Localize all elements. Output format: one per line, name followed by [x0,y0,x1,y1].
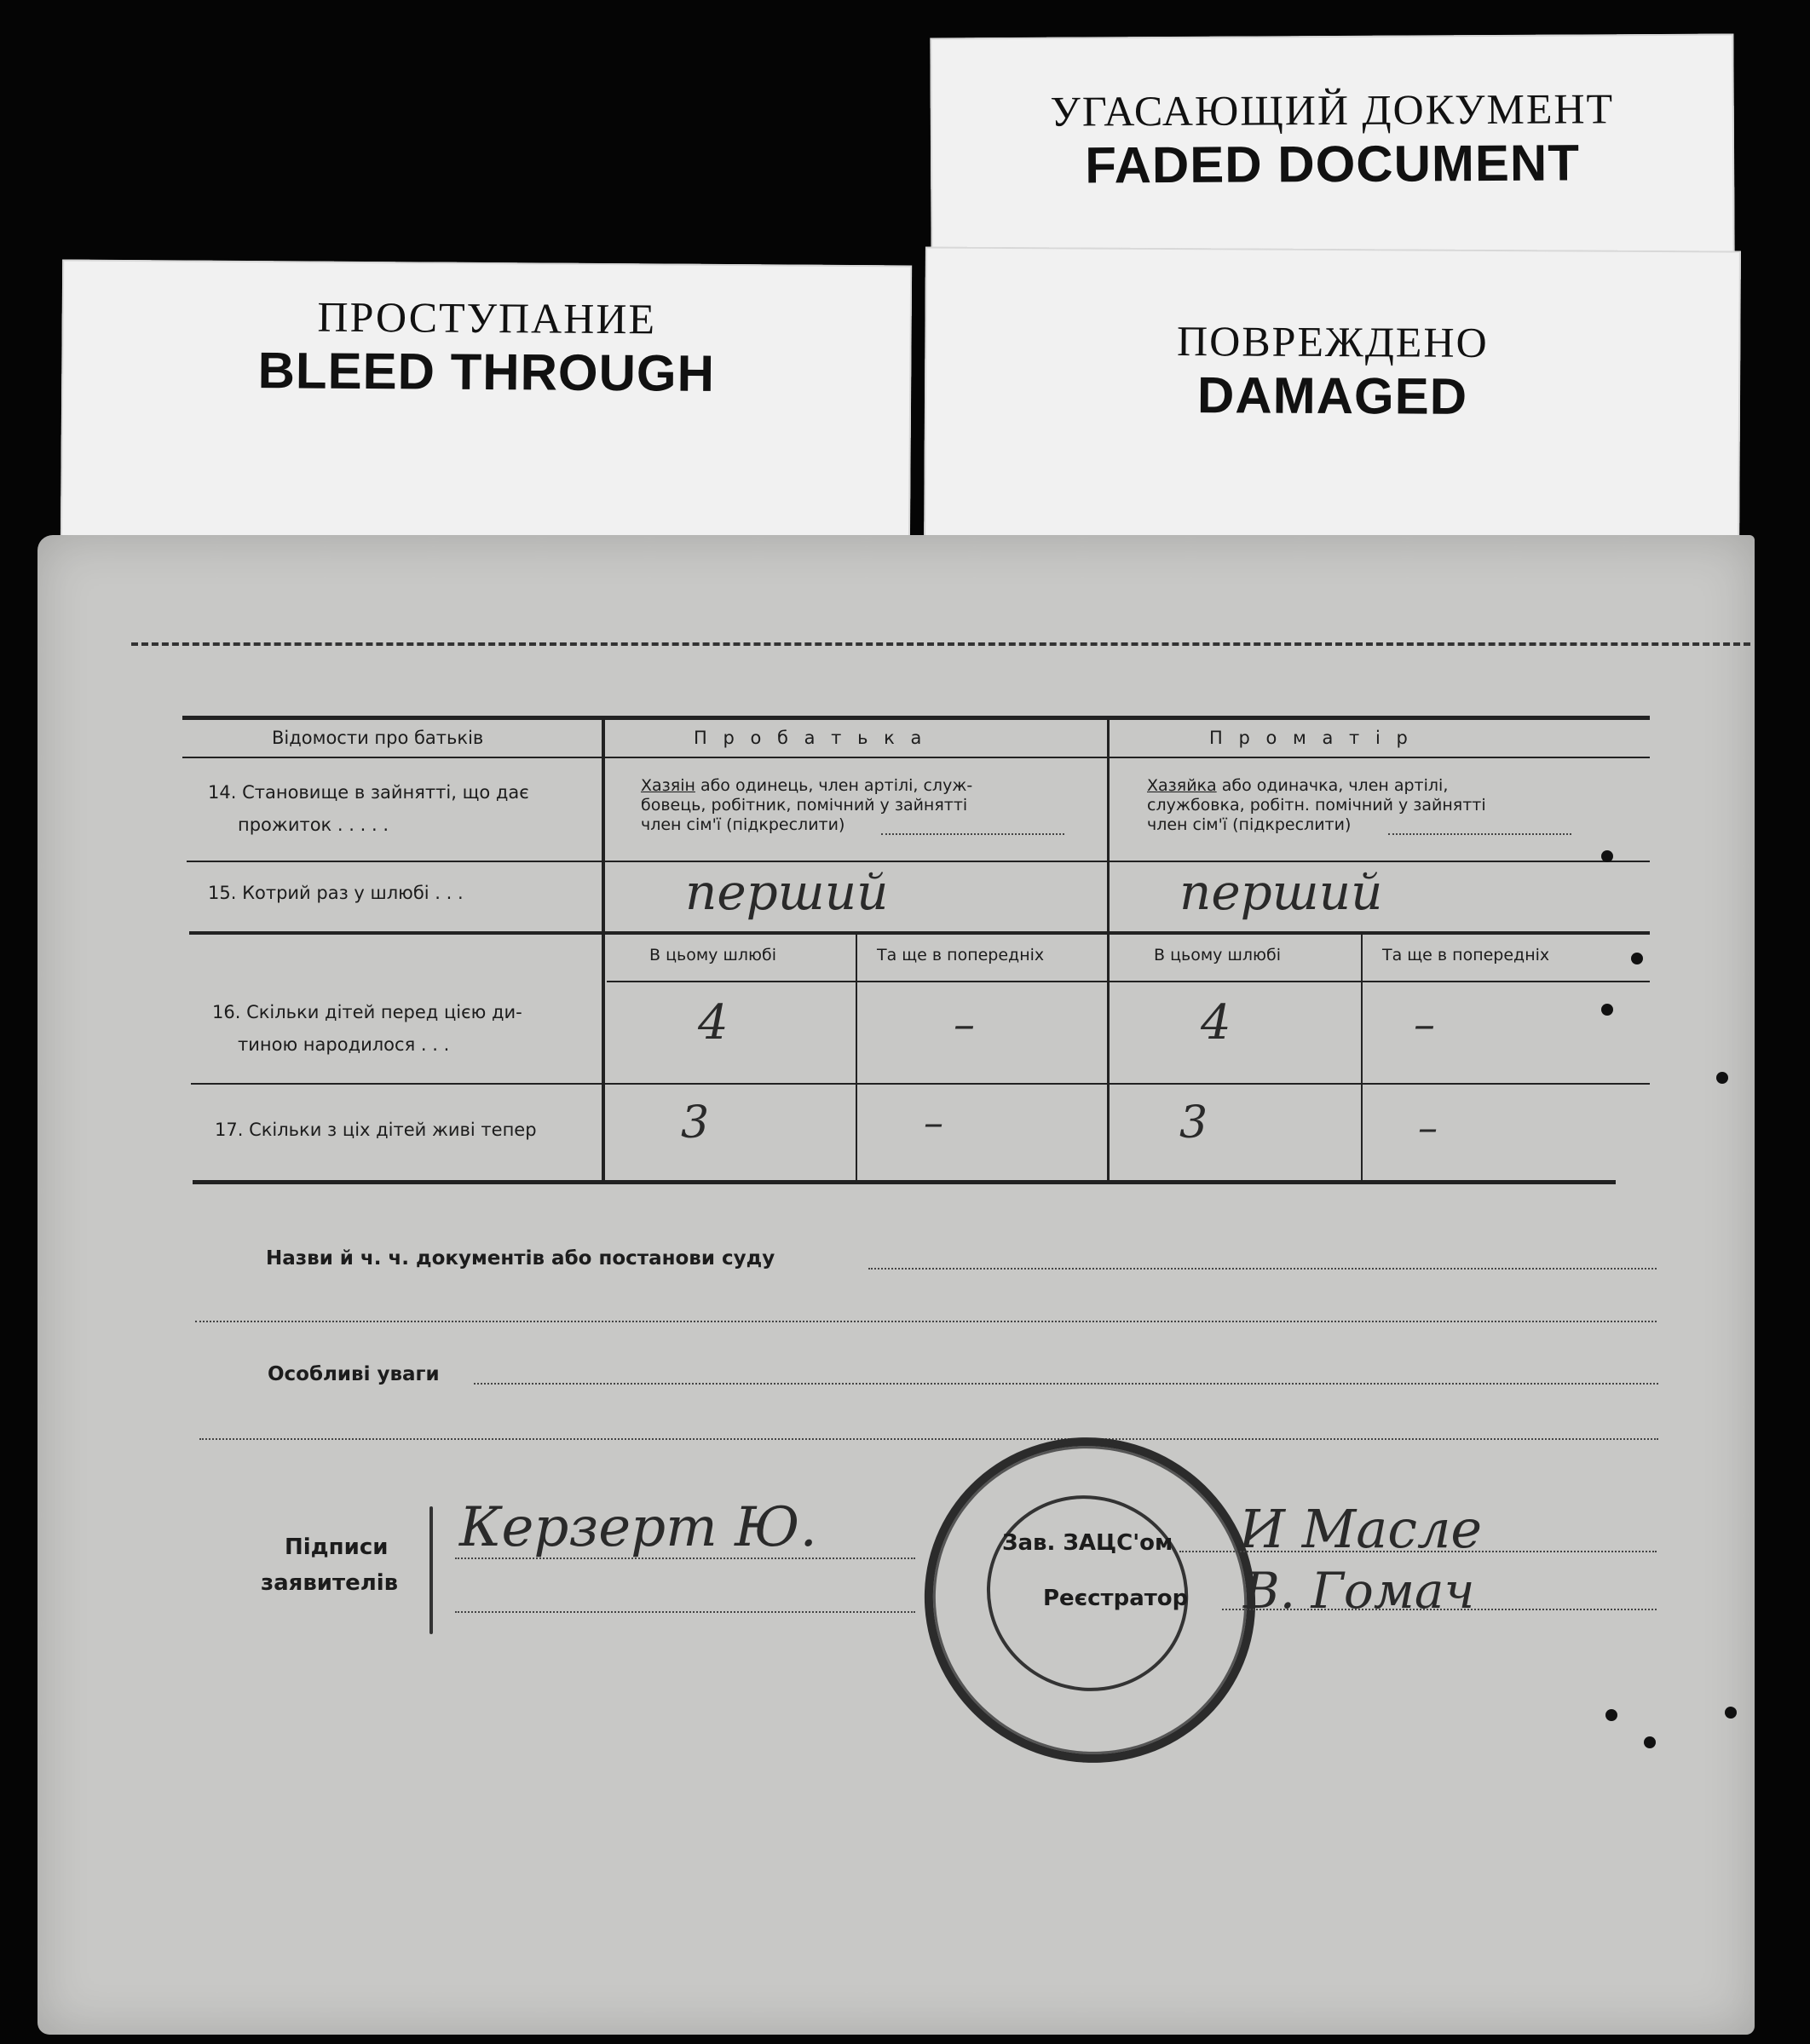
head-line [1179,1551,1657,1552]
header-father: П р о б а т ь к а [694,728,927,748]
row14-mother-line3: член сім'ї (підкреслити) [1147,815,1352,834]
col-divider-mother-sub [1361,934,1363,1182]
father-line1-rest: або одинець, член артілі, служ- [695,776,973,795]
signatures-label-line2: заявителів [261,1570,399,1596]
row17-mother-prev: – [1418,1104,1438,1150]
damaged-label-en: DAMAGED [1196,366,1468,425]
row14-rule [187,861,1650,862]
damaged-label [924,246,1741,557]
damage-hole [1716,1072,1728,1084]
mother-underlined-option: Хазяйка [1147,776,1217,795]
documents-label: Назви й ч. ч. документів або постанови суду [266,1247,775,1270]
notes-line2 [199,1438,1658,1440]
table-header-rule [182,757,1650,758]
perforation-line [131,642,1750,646]
row14-mother-dots [1388,833,1571,835]
col-divider-1 [602,717,605,1182]
row16-rule [191,1083,1650,1085]
bleed-label-en: BLEED THROUGH [257,342,716,402]
head-signature: И Масле [1239,1498,1483,1560]
header-parents-info: Відомости про батьків [272,728,484,748]
damage-hole [1601,850,1613,862]
head-label: Зав. ЗАЦС'ом [1002,1530,1173,1556]
row16-father-this: 4 [698,995,729,1051]
signatures-label-line1: Підписи [285,1534,389,1560]
row15-mother-handwritten: перший [1179,863,1383,921]
row16-father-prev: – [954,999,975,1049]
registrar-label: Реєстратор [1043,1586,1189,1611]
row14-mother-line2: службовка, робітн. помічний у зайнятті [1147,796,1486,815]
subheader-mother-prev: Та ще в попередніх [1382,946,1550,964]
damage-hole [1631,953,1643,964]
damage-hole [1601,1004,1613,1016]
row17-mother-this: 3 [1179,1097,1208,1149]
row17-father-prev: – [924,1099,943,1145]
registrar-signature: В. Гомач [1243,1562,1475,1620]
row15-rule [189,931,1650,935]
applicant-line1 [455,1557,915,1559]
row17-father-this: 3 [681,1097,710,1149]
signatures-brace [429,1506,433,1634]
mother-line1-rest: або одиначка, член артілі, [1216,776,1449,795]
documents-line2 [195,1321,1657,1322]
subheader-father-prev: Та ще в попередніх [877,946,1045,964]
row14-mother-line1 [1147,776,1448,796]
faded-document-label [930,34,1734,260]
subheader-father-this: В цьому шлюбі [649,946,776,964]
notes-label: Особливі уваги [268,1363,440,1385]
row17-label: 17. Скільки з ціх дітей живі тепер [215,1120,537,1140]
faded-label-en: FADED DOCUMENT [1085,134,1581,194]
col-divider-father-sub [856,934,857,1182]
table-top-rule [182,716,1650,720]
registrar-line [1222,1609,1657,1610]
col-divider-2 [1107,717,1110,1182]
row14-father-line1 [641,776,972,796]
applicant-signature: Керзерт Ю. [459,1496,817,1559]
subheader-mother-this: В цьому шлюбі [1154,946,1281,964]
row14-label-line1: 14. Становище в зайнятті, що дає [208,782,529,803]
row14-father-line3: член сім'ї (підкреслити) [641,815,845,834]
table-bottom-rule [193,1180,1616,1184]
damage-hole [1605,1709,1617,1721]
father-underlined-option: Хазяін [641,776,695,795]
notes-line1 [474,1383,1658,1385]
row14-father-line2: бовець, робітник, помічний у зайнятті [641,796,968,815]
bleed-label-ru: ПРОСТУПАНИЕ [317,292,657,343]
row16-mother-prev: – [1414,999,1435,1049]
header-mother: П р о м а т і р [1209,728,1413,748]
damage-hole [1644,1736,1656,1748]
row16-label-line1: 16. Скільки дітей перед цією ди- [212,1002,522,1022]
subheader-rule [607,981,1650,982]
row15-label: 15. Котрий раз у шлюбі . . . [208,883,464,903]
row15-father-handwritten: перший [685,863,889,921]
row16-label-line2: тиною народилося . . . [238,1034,450,1055]
row14-father-dots [881,833,1064,835]
documents-line1 [868,1268,1657,1270]
row14-label-line2: прожиток . . . . . [238,815,389,835]
document-sheet [37,535,1755,2035]
applicant-line2 [455,1611,915,1613]
faded-label-ru: УГАСАЮЩИЙ ДОКУМЕНТ [1050,84,1615,135]
bleed-through-label [61,260,912,556]
damage-hole [1725,1707,1737,1719]
row16-mother-this: 4 [1201,995,1231,1051]
damaged-label-ru: ПОВРЕЖДЕНО [1176,317,1489,366]
